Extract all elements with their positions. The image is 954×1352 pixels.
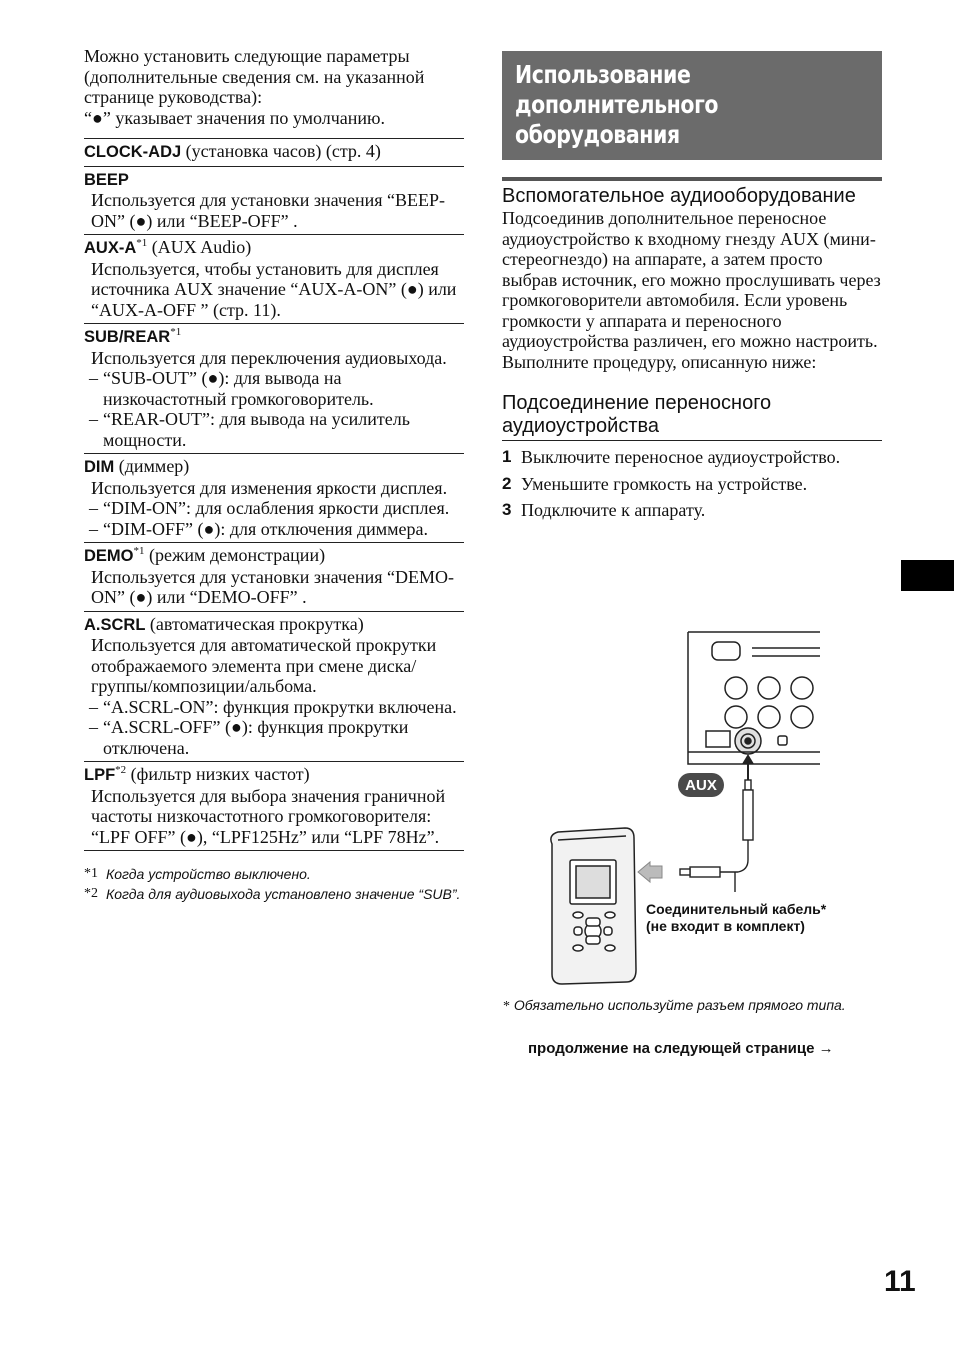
setting-key: LPF <box>84 766 116 784</box>
option-text: “REAR-OUT”: для вывода на усилитель мощности. <box>103 409 410 450</box>
footnotes <box>84 865 464 905</box>
setting-option <box>84 519 464 540</box>
setting-option <box>84 498 464 519</box>
step-1 <box>502 447 882 468</box>
setting-key: DIM <box>84 458 115 476</box>
aux-connection-illustration <box>540 630 880 990</box>
setting-heading <box>84 169 464 191</box>
section-title-line-1: Использование <box>515 60 691 89</box>
intro-line-2: “●” указывает значения по умолчанию. <box>84 107 386 128</box>
option-dash: – <box>89 717 98 737</box>
continued-on-next-page: продолжение на следующей странице → <box>528 1040 834 1057</box>
setting-heading <box>84 764 464 786</box>
setting-description: Используется для переключения аудиовыхода. <box>91 347 447 368</box>
direction-arrow <box>638 862 662 882</box>
left-column <box>84 46 464 905</box>
option-text: “A.SCRL-OFF” (●): функция прокрутки отключена. <box>103 717 409 758</box>
intro-text <box>84 46 464 128</box>
section-title-line-3: оборудования <box>515 120 680 149</box>
setting-beep <box>84 166 464 235</box>
option-dash: – <box>89 498 98 518</box>
setting-description: Используется для установки значения “DEMO-ON” (●) или “DEMO-OFF” . <box>91 566 454 607</box>
setting-clock-adj <box>84 138 464 166</box>
setting-option <box>84 368 464 409</box>
setting-key: BEEP <box>84 170 129 189</box>
intro-line-1: Можно установить следующие параметры (дополнительные сведения см. на указанной странице руководства): <box>84 46 425 107</box>
setting-heading <box>84 545 464 567</box>
setting-demo <box>84 542 464 611</box>
step-3-text: Подключите к аппарату. <box>521 500 706 520</box>
setting-footnote-ref: *1 <box>136 237 148 249</box>
plug-note-mark: * <box>503 999 510 1014</box>
footnote-2-mark: *2 <box>84 886 98 901</box>
subsection-body: Подсоединив дополнительное переносное аудиоустройство к входному гнезду AUX (мини-стереогнездо) на аппарате, а затем просто выбрав источник, его можно прослушивать через громкоговорители автомобиля. Если уровень громкости у аппарата и переносного аудиоустройства различен, его можно настроить. Выполните процедуру, описанную ниже: <box>502 208 881 372</box>
setting-heading <box>84 141 464 163</box>
option-dash: – <box>89 368 98 388</box>
step-1-text: Выключите переносное аудиоустройство. <box>521 447 841 467</box>
setting-lpf <box>84 761 464 850</box>
setting-caption: (диммер) <box>114 456 190 476</box>
setting-caption: (фильтр низких частот) <box>126 764 310 784</box>
setting-a-scrl <box>84 611 464 762</box>
footnote-2-text: Когда для аудиовыхода установлено значение “SUB”. <box>106 886 461 902</box>
setting-aux-a <box>84 234 464 323</box>
setting-caption: (режим демонстрации) <box>144 545 326 565</box>
setting-description: Используется для изменения яркости дисплея. <box>91 477 448 498</box>
setting-option <box>84 697 464 718</box>
page-number: 11 <box>884 1265 916 1298</box>
setting-sub-rear <box>84 323 464 453</box>
setting-key: SUB/REAR <box>84 328 171 346</box>
option-text: “DIM-ON”: для ослабления яркости дисплея. <box>103 498 450 518</box>
connection-title: Подсоединение переносного аудиоустройства <box>502 392 882 441</box>
setting-caption: (AUX Audio) <box>147 237 252 257</box>
setting-dim <box>84 453 464 542</box>
setting-description: Используется, чтобы установить для дисплея источника AUX значение “AUX-A-ON” (●) или “AUX-A-OFF ” (стр. 11). <box>91 258 457 320</box>
step-2 <box>502 474 882 495</box>
step-3-number: 3 <box>502 500 512 519</box>
section-side-tab <box>901 560 954 591</box>
option-text: “DIM-OFF” (●): для отключения диммера. <box>103 518 429 539</box>
setting-heading <box>84 614 464 636</box>
aux-badge <box>678 773 724 797</box>
cable-label-line-2: (не входит в комплект) <box>646 918 805 934</box>
section-title-line-2: дополнительного <box>515 90 719 119</box>
setting-description: Используется для установки значения “BEEP-ON” (●) или “BEEP-OFF” . <box>91 190 445 231</box>
setting-footnote-ref: *1 <box>170 326 182 338</box>
step-1-number: 1 <box>502 447 512 466</box>
head-unit-panel <box>688 632 820 764</box>
settings-end-rule <box>84 850 464 851</box>
setting-key: AUX-A <box>84 239 137 257</box>
cable-label-line-1: Соединительный кабель* <box>646 901 827 917</box>
option-text: “SUB-OUT” (●): для вывода на низкочастотный громкоговоритель. <box>103 368 374 409</box>
setting-caption: (установка часов) (стр. 4) <box>181 141 381 161</box>
setting-heading <box>84 237 464 259</box>
setting-description: Используется для автоматической прокрутки отображаемого элемента при смене диска/группы/композиции/альбома. <box>91 635 437 696</box>
setting-footnote-ref: *1 <box>133 545 145 557</box>
footnote-1-mark: *1 <box>84 866 98 881</box>
plug-note-text: Обязательно используйте разъем прямого типа. <box>510 997 846 1013</box>
setting-footnote-ref: *2 <box>115 764 127 776</box>
option-dash: – <box>89 409 98 429</box>
aux-badge-label: AUX <box>685 777 717 794</box>
right-column <box>502 51 882 521</box>
step-3 <box>502 500 882 521</box>
option-text: “A.SCRL-ON”: функция прокрутки включена. <box>103 696 457 717</box>
footnote-1 <box>84 865 464 885</box>
setting-key: DEMO <box>84 547 134 565</box>
settings-list <box>84 138 464 850</box>
setting-key: CLOCK-ADJ <box>84 143 182 161</box>
setting-description: Используется для выбора значения граничной частоты низкочастотного громкоговорителя: “LPF OFF” (●), “LPF125Hz” или “LPF 78Hz”. <box>91 785 446 847</box>
step-2-text: Уменьшите громкость на устройстве. <box>521 473 808 494</box>
setting-key: A.SCRL <box>84 615 146 634</box>
subsection-title: Вспомогательное аудиооборудование <box>502 185 856 207</box>
section-title-box <box>502 51 882 160</box>
steps-list <box>502 447 882 521</box>
setting-option <box>84 717 464 758</box>
aux-jack-arrow <box>742 754 754 780</box>
setting-option <box>84 409 464 450</box>
step-2-number: 2 <box>502 473 512 493</box>
option-dash: – <box>89 696 98 717</box>
footnote-2 <box>84 885 464 905</box>
plug-note <box>503 996 846 1016</box>
setting-heading <box>84 326 464 348</box>
section-rule <box>502 177 882 181</box>
setting-caption: (автоматическая прокрутка) <box>145 613 364 634</box>
portable-audio-player <box>551 828 636 984</box>
setting-heading <box>84 456 464 478</box>
footnote-1-text: Когда устройство выключено. <box>106 866 311 882</box>
option-dash: – <box>89 518 98 539</box>
cable-label <box>646 901 826 935</box>
